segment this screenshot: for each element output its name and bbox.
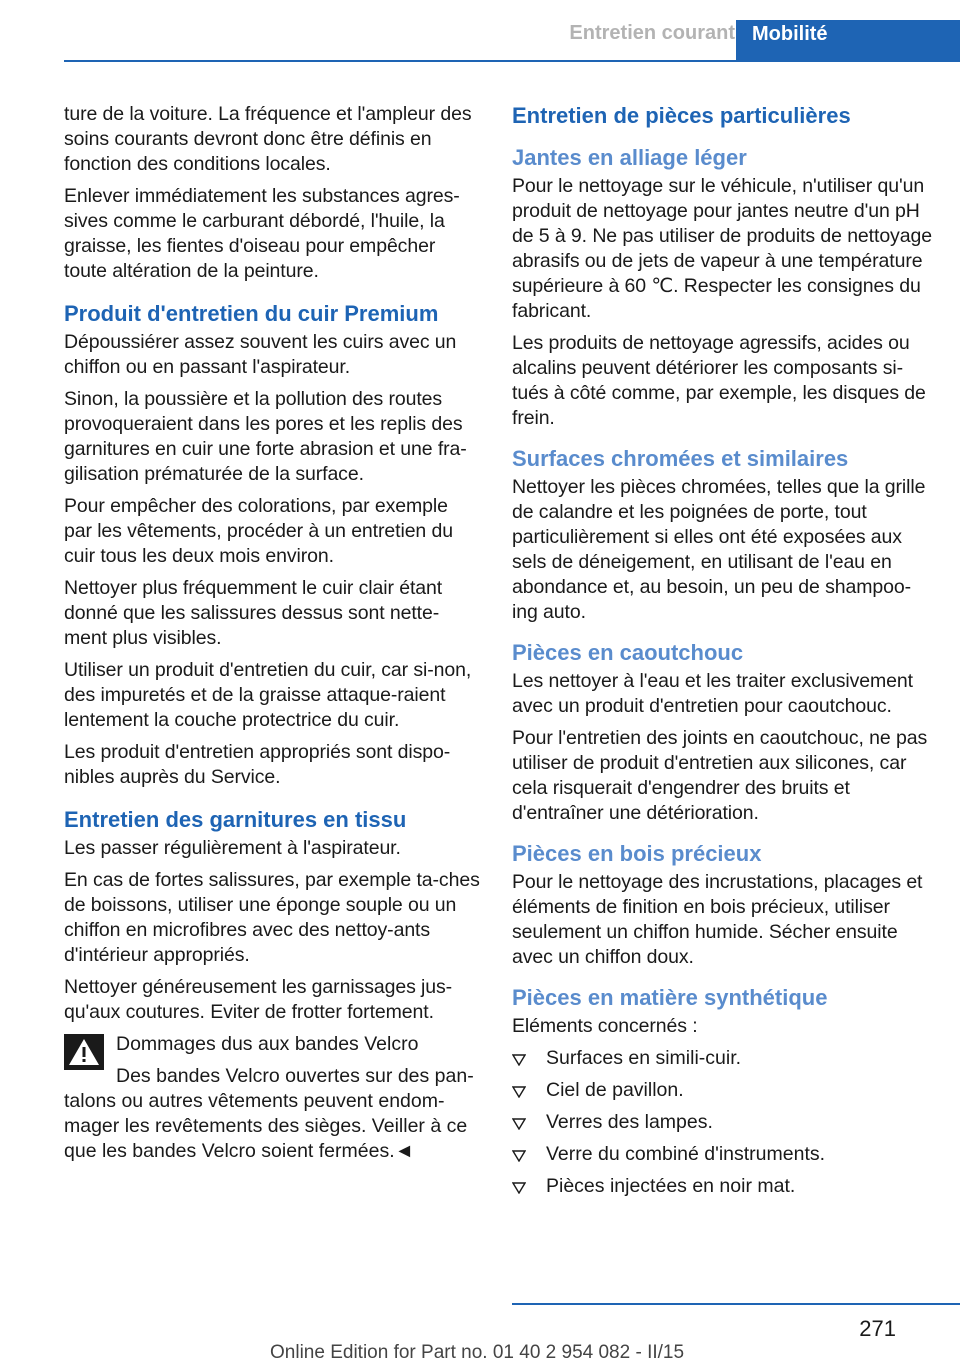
page-number: 271 <box>859 1316 896 1341</box>
triangle-bullet-icon <box>512 1118 526 1130</box>
paragraph: Nettoyer généreusement les garnissages jus‐qu'aux coutures. Eviter de frotter fortement. <box>64 976 453 1023</box>
paragraph: Utiliser un produit d'entretien du cuir, car si‐non, des impuretés et de la graisse attaque‐raient lentement la couche protectrice du cuir. <box>64 659 472 731</box>
heading-leather-care: Produit d'entretien du cuir Premium <box>64 301 439 326</box>
list-item-text: Verres des lampes. <box>546 1111 713 1133</box>
list-item <box>512 1174 932 1199</box>
list-item-text: Ciel de pavillon. <box>546 1079 684 1101</box>
paragraph: Les nettoyer à l'eau et les traiter exclusivement avec un produit d'entretien pour caoutchouc. <box>512 670 913 717</box>
list-item-text: Surfaces en simili-cuir. <box>546 1047 742 1069</box>
paragraph: Enlever immédiatement les substances agres‐sives comme le carburant débordé, l'huile, la graisse, les fientes d'oiseau pour empêcher toute altération de la peinture. <box>64 185 460 282</box>
heading-rubber-parts: Pièces en caoutchouc <box>512 640 744 665</box>
paragraph: En cas de fortes salissures, par exemple ta‐ches de boissons, utiliser une éponge souple ou un chiffon en microfibres avec des nettoy‐ants d'intérieur appropriés. <box>64 869 480 966</box>
warning-icon <box>64 1034 104 1070</box>
warning-text: Des bandes Velcro ouvertes sur des pan‐talons ou autres vêtements peuvent endom‐mager les revêtements des sièges. Veiller à ce que les bandes Velcro soient fermées.◄ <box>64 1065 474 1162</box>
paragraph: Sinon, la poussière et la pollution des routes provoqueraient dans les pores et les replis des garnitures en cuir une forte abrasion et une fra‐gilisation prématurée de la surface. <box>64 388 467 485</box>
heading-chrome-surfaces: Surfaces chromées et similaires <box>512 446 849 471</box>
paragraph: Pour l'entretien des joints en caoutchouc, ne pas utiliser de produit d'entretien aux silicones, car cela risquerait d'engendrer des bruits et d'entraîner une détérioration. <box>512 727 928 824</box>
paragraph: Pour le nettoyage sur le véhicule, n'utiliser qu'un produit de nettoyage pour jantes neutre d'un pH de 5 à 9. Ne pas utiliser de produits de nettoyage abrasifs ou de jets de vapeur à une température supérieure à 60 ℃. Respecter les consignes du fabricant. <box>512 175 932 322</box>
list-item <box>512 1046 932 1071</box>
header-rule <box>64 60 960 62</box>
triangle-bullet-icon <box>512 1150 526 1162</box>
heading-special-parts: Entretien de pièces particulières <box>512 103 851 128</box>
list-item <box>512 1142 932 1167</box>
list-item-text: Verre du combiné d'instruments. <box>546 1143 826 1165</box>
triangle-bullet-icon <box>512 1182 526 1194</box>
list-item <box>512 1110 932 1135</box>
paragraph: Les produits de nettoyage agressifs, acides ou alcalins peuvent détériorer les composants si‐tués à côté comme, par exemple, les disques de frein. <box>512 332 926 429</box>
heading-synthetic-parts: Pièces en matière synthétique <box>512 985 828 1010</box>
heading-alloy-rims: Jantes en alliage léger <box>512 145 747 170</box>
bullet-list <box>512 1046 932 1199</box>
left-column <box>64 102 480 1164</box>
paragraph: Les passer régulièrement à l'aspirateur. <box>64 837 401 859</box>
right-column <box>512 102 932 1206</box>
header-chapter-label: Mobilité <box>752 23 828 45</box>
list-item <box>512 1078 932 1103</box>
list-item-text: Pièces injectées en noir mat. <box>546 1175 796 1197</box>
header-section-label: Entretien courant <box>569 22 735 44</box>
triangle-bullet-icon <box>512 1054 526 1066</box>
heading-fabric-care: Entretien des garnitures en tissu <box>64 807 407 832</box>
warning-box <box>64 1032 480 1164</box>
header-chapter-tab <box>736 20 960 62</box>
triangle-bullet-icon <box>512 1086 526 1098</box>
page-header <box>0 0 960 62</box>
warning-title: Dommages dus aux bandes Velcro <box>116 1033 419 1055</box>
footer-rule <box>512 1303 960 1305</box>
paragraph: Pour le nettoyage des incrustations, placages et éléments de finition en bois précieux, utiliser seulement un chiffon humide. Sécher ensuite avec un chiffon doux. <box>512 871 923 968</box>
heading-wood-parts: Pièces en bois précieux <box>512 841 762 866</box>
paragraph: Nettoyer plus fréquemment le cuir clair étant donné que les salissures dessus sont nette‐ment plus visibles. <box>64 577 443 649</box>
paragraph: Dépoussiérer assez souvent les cuirs avec un chiffon ou en passant l'aspirateur. <box>64 331 457 378</box>
paragraph: Nettoyer les pièces chromées, telles que la grille de calandre et les poignées de porte, tout particulièrement si elles ont été exposées aux sels de déneigement, en utilisant de l'eau en abondance et, au besoin, un peu de shampoo‐ing auto. <box>512 476 926 623</box>
edition-note: Online Edition for Part no. 01 40 2 954 082 - II/15 <box>270 1342 685 1362</box>
paragraph: ture de la voiture. La fréquence et l'ampleur des soins courants devront donc être définis en fonction des conditions locales. <box>64 103 472 175</box>
paragraph: Les produit d'entretien appropriés sont dispo‐nibles auprès du Service. <box>64 741 451 788</box>
paragraph: Eléments concernés : <box>512 1015 698 1037</box>
paragraph: Pour empêcher des colorations, par exemple par les vêtements, procéder à un entretien du cuir tous les deux mois environ. <box>64 495 453 567</box>
